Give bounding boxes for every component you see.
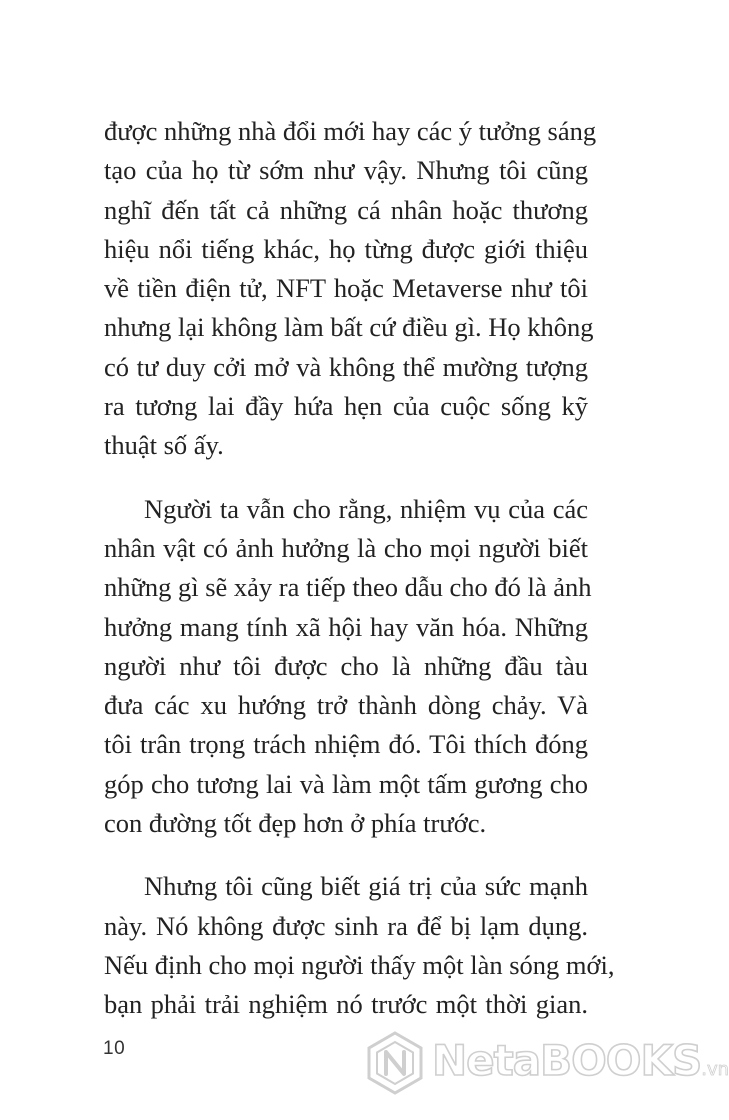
paragraph-1 (104, 112, 597, 466)
text-line: được những nhà đổi mới hay các ý tưởng sáng (104, 116, 597, 146)
watermark-suffix: .vn (701, 1059, 729, 1080)
text-line: có tư duy cởi mở và không thể mường tượng (104, 351, 588, 382)
watermark-brand-name: NetaBOOKS (432, 1036, 702, 1085)
text-line: Nhưng tôi cũng biết giá trị của sức mạnh (144, 871, 588, 902)
text-line: Người ta vẫn cho rằng, nhiệm vụ của các (144, 493, 588, 524)
text-line: những gì sẽ xảy ra tiếp theo dẫu cho đó là ảnh (104, 572, 592, 603)
page-number: 10 (103, 1038, 126, 1059)
paragraph-3 (104, 867, 615, 1024)
text-line: tạo của họ từ sớm như vậy. Nhưng tôi cũng (104, 155, 588, 186)
watermark (362, 1030, 729, 1100)
text-line: bạn phải trải nghiệm nó trước một thời gian. (104, 989, 588, 1020)
text-line: này. Nó không được sinh ra để bị lạm dụng. (104, 910, 588, 941)
text-line: hưởng mang tính xã hội hay văn hóa. Những (104, 611, 588, 642)
body-text (104, 112, 615, 1049)
text-line: người như tôi được cho là những đầu tàu (104, 650, 588, 681)
text-line: tôi trân trọng trách nhiệm đó. Tôi thích đóng (104, 729, 588, 760)
text-line: thuật số ấy. (104, 430, 224, 461)
text-line: nhưng lại không làm bất cứ điều gì. Họ không (104, 312, 594, 343)
text-line: ra tương lai đầy hứa hẹn của cuộc sống kỹ (104, 391, 588, 422)
text-line: đưa các xu hướng trở thành dòng chảy. Và (104, 690, 588, 721)
text-line: con đường tốt đẹp hơn ở phía trước. (104, 808, 487, 839)
text-line: nhân vật có ảnh hưởng là cho mọi người biết (104, 532, 588, 563)
text-line: nghĩ đến tất cả những cá nhân hoặc thương (104, 194, 588, 225)
text-line: góp cho tương lai và làm một tấm gương cho (104, 768, 588, 799)
text-line: hiệu nổi tiếng khác, họ từng được giới thiệu (104, 233, 588, 264)
watermark-brand (432, 1036, 729, 1085)
text-line: Nếu định cho mọi người thấy một làn sóng mới, (104, 949, 615, 980)
paragraph-2 (104, 490, 592, 844)
text-line: về tiền điện tử, NFT hoặc Metaverse như tôi (104, 273, 588, 304)
netabooks-logo-icon (362, 1030, 428, 1096)
